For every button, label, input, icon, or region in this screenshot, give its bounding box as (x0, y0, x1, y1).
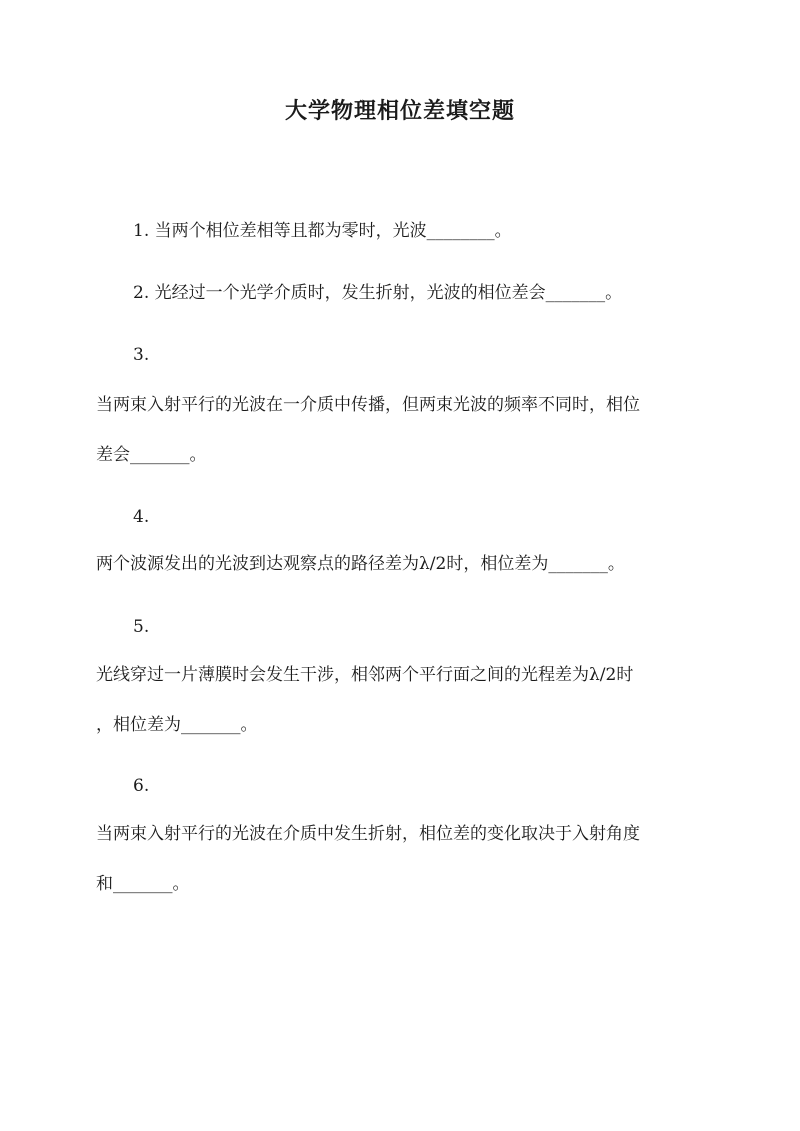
question-5-text-line-1: 光线穿过一片薄膜时会发生干涉，相邻两个平行面之间的光程差为λ/2时 (96, 665, 634, 685)
question-1-text: 1. 当两个相位差相等且都为零时，光波________。 (133, 221, 512, 241)
question-3-number: 3. (133, 345, 150, 365)
question-5-text-line-2: ，相位差为_______。 (96, 715, 258, 735)
page-title: 大学物理相位差填空题 (284, 98, 515, 124)
question-5-number: 5. (133, 617, 150, 637)
question-6-text-line-1: 当两束入射平行的光波在介质中发生折射，相位差的变化取决于入射角度 (96, 824, 640, 844)
question-4-number: 4. (133, 507, 150, 527)
question-2-text: 2. 光经过一个光学介质时，发生折射，光波的相位差会_______。 (133, 283, 623, 303)
question-3-text-line-2: 差会_______。 (96, 445, 207, 465)
question-6-text-line-2: 和_______。 (96, 874, 190, 894)
question-3-text-line-1: 当两束入射平行的光波在一介质中传播，但两束光波的频率不同时，相位 (96, 395, 640, 415)
question-6-number: 6. (133, 776, 150, 796)
question-4-text: 两个波源发出的光波到达观察点的路径差为λ/2时，相位差为_______。 (96, 554, 625, 574)
